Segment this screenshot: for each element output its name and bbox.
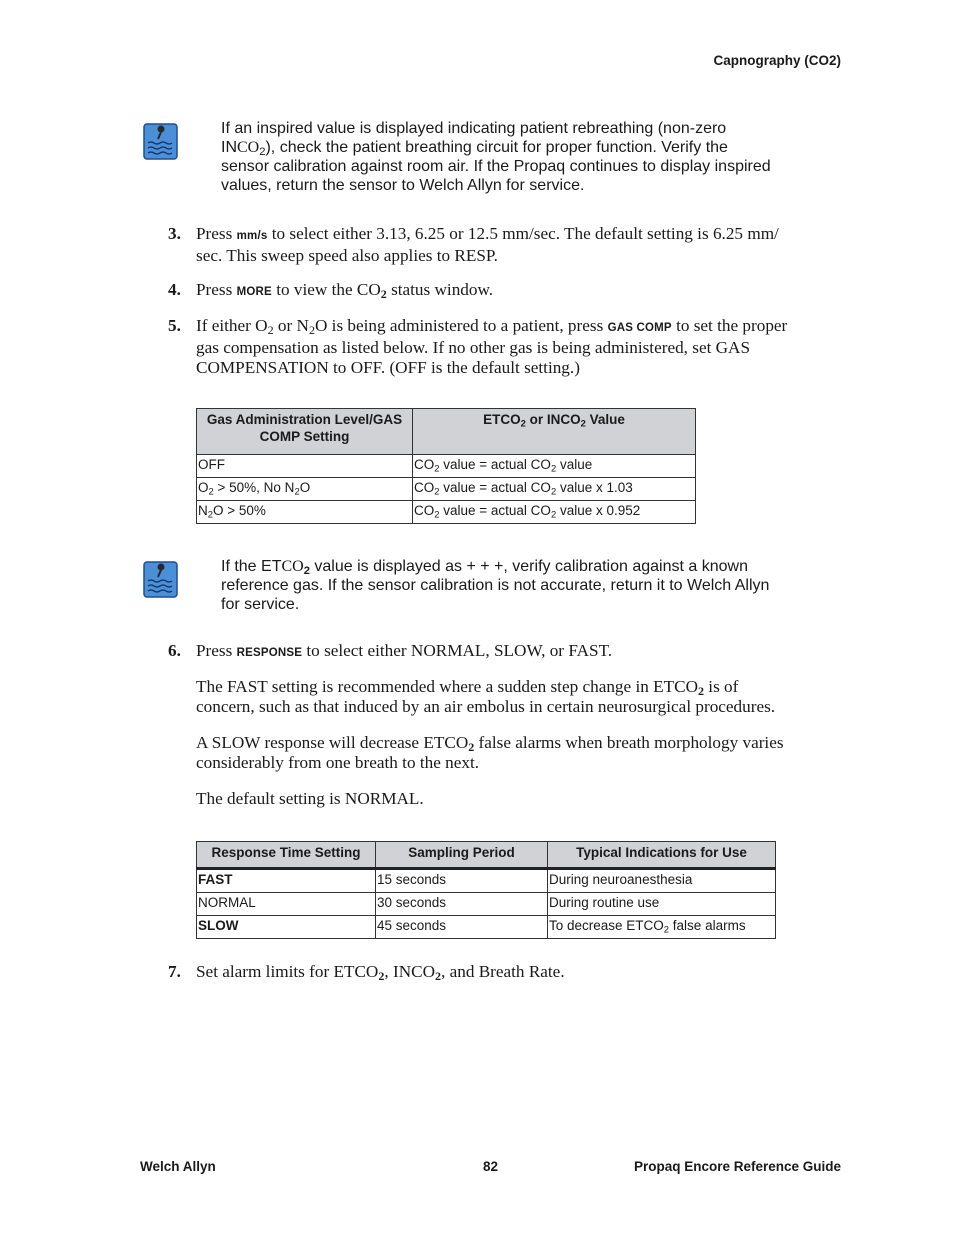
page-number: 82 [483, 1159, 499, 1174]
table-header: $ETCO_2$ or $INCO_2$ Value [413, 409, 696, 455]
running-header: Capnography (CO2) [713, 53, 841, 68]
table-row: SLOW 45 seconds To decrease $ETCO_2$ false alarms [197, 916, 776, 939]
gas-comp-key: GAS COMP [607, 322, 672, 334]
table-row: FAST 15 seconds During neuroanesthesia [197, 869, 776, 893]
note-text-1: If an inspired value is displayed indicating patient rebreathing (non-zero $INCO_2$), check the patient breathing circuit for proper function. Verify the sensor calibration against room air. If the Propaq continues to display inspired values, return the sensor to Welch Allyn for service. [221, 120, 771, 194]
note-icon [142, 559, 180, 599]
table-header: Sampling Period [376, 842, 548, 869]
note-text-2: If the $ETCO_2$ value is displayed as + + +, verify calibration against a known reference gas. If the sensor calibration is not accurate, return it to Welch Allyn for service. [221, 558, 770, 613]
paragraph-fast: The FAST setting is recommended where a sudden step change in $ETCO_2$ is of concern, such as that induced by an air embolus in certain neurosurgical procedures. [196, 677, 776, 716]
footer-left: Welch Allyn [140, 1159, 216, 1174]
footer-right: Propaq Encore Reference Guide [633, 1159, 841, 1174]
table-header: Typical Indications for Use [548, 842, 776, 869]
response-key: RESPONSE [236, 647, 303, 659]
more-key: MORE [236, 286, 272, 298]
table-row: OFF $CO_2$ value = actual $CO_2$ value [197, 455, 696, 478]
response-time-table [196, 841, 776, 939]
paragraph-default: The default setting is NORMAL. [196, 789, 424, 808]
table-header: Gas Administration Level/GAS COMP Setting [197, 409, 413, 455]
paragraph-slow: A SLOW response will decrease $ETCO_2$ false alarms when breath morphology varies considerably from one breath to the next. [196, 733, 784, 772]
note-icon [142, 121, 180, 161]
table-row: $N_2O > 50\%$ $CO_2$ value = actual $CO_2$ value x 0.952 [197, 501, 696, 524]
mm-s-key: mm/s [236, 230, 268, 242]
table-row: NORMAL 30 seconds During routine use [197, 893, 776, 916]
table-row: $O_2 > 50\%$, No $N_2O$ $CO_2$ value = actual $CO_2$ value x 1.03 [197, 478, 696, 501]
table-header: Response Time Setting [197, 842, 376, 869]
gas-compensation-table [196, 408, 696, 524]
